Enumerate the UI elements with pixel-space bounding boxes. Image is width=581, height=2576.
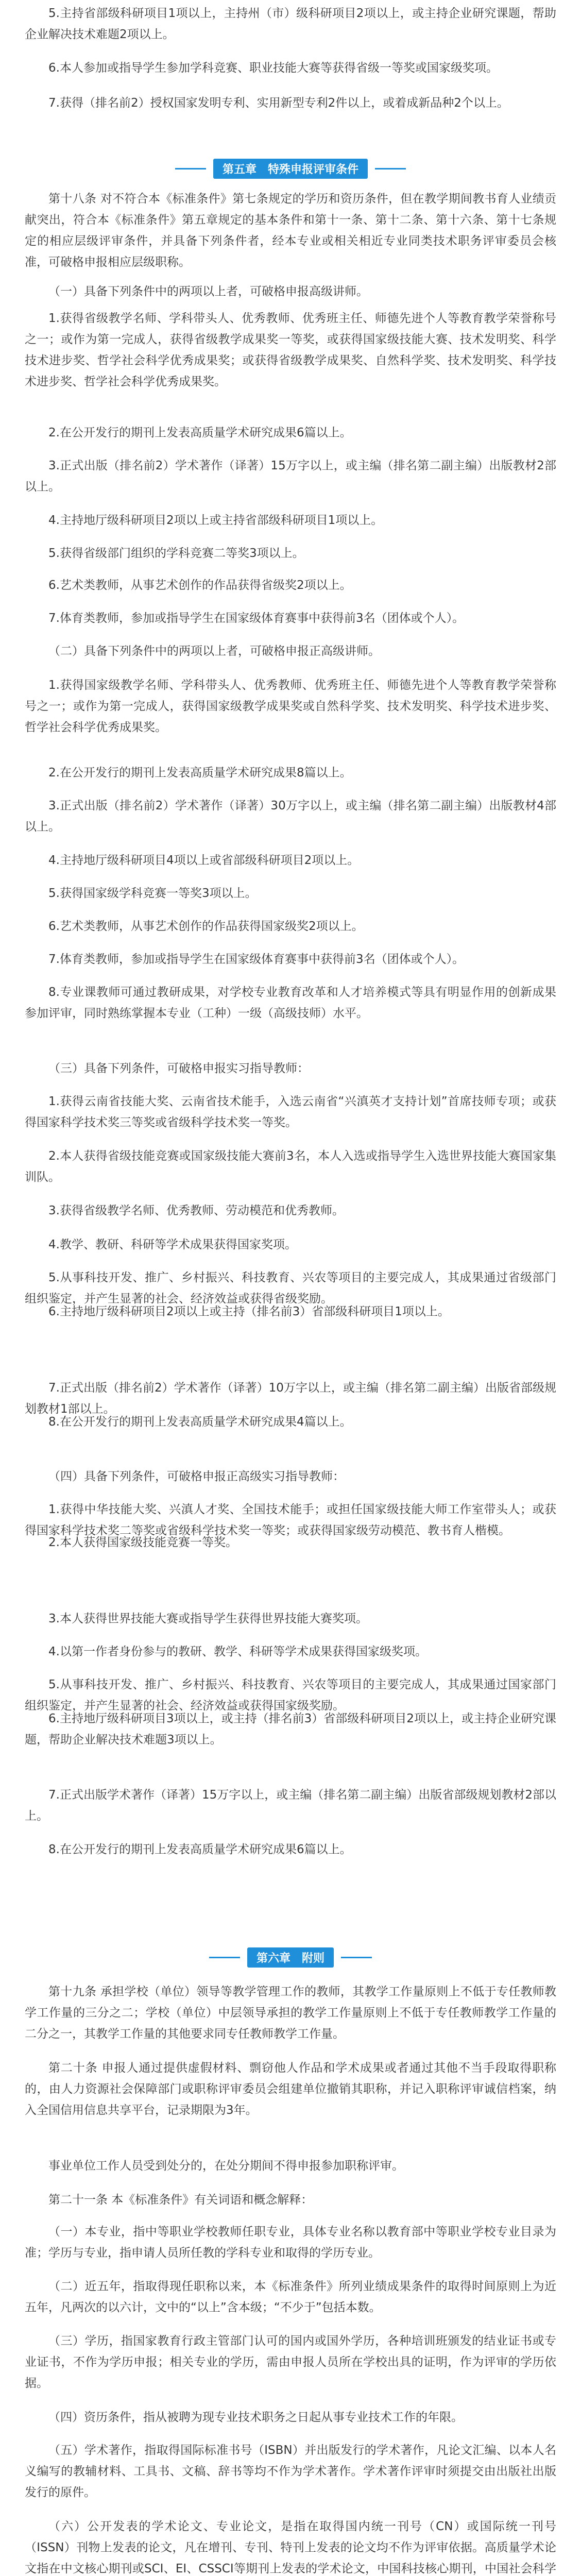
intro-item: 6.本人参加或指导学生参加学科竞赛、职业技能大赛等获得省级一等奖或国家级奖项。 [48, 61, 498, 75]
heading-right-rule [341, 1957, 372, 1958]
intro-item: 7.获得（排名前2）授权国家发明专利、实用新型专利2件以上，或着成新品种2个以上。 [48, 96, 509, 110]
list-item: （二）具备下列条件中的两项以上者，可破格申报正高级讲师。 [48, 645, 380, 658]
list-item: 6.主持地厅级科研项目3项以上，或主持（排名前3）省部级科研项目2项以上，或主持企业研究课题，帮助企业解决技术难题3项以上。 [25, 1712, 556, 1747]
article-paragraph: 第二十条 申报人通过提供虚假材料、剽窃他人作品和学术成果或者通过其他不当手段取得职称的，由人力资源社会保障部门或职称评审委员会组建单位撤销其职称，并记入职称评审诚信档案，纳入全国信用信息共享平台，记录期限为3年。 [25, 2061, 556, 2117]
list-item: 5.获得国家级学科竞赛一等奖3项以上。 [48, 887, 257, 900]
list-item: 3.正式出版（排名前2）学术著作（译著）15万字以上，或主编（排名第二副主编）出版教材2部以上。 [25, 459, 556, 494]
list-item: 8.专业课教师可通过教研成果，对学校专业教育改革和人才培养模式等具有明显作用的创新成果参加评审，同时熟练掌握本专业（工种）一级（高级技师）水平。 [25, 986, 556, 1020]
list-item: 6.主持地厅级科研项目2项以上或主持（排名前3）省部级科研项目1项以上。 [48, 1305, 450, 1318]
list-item: 5.获得省级部门组织的学科竞赛二等奖3项以上。 [48, 547, 304, 560]
list-item: 4.主持地厅级科研项目4项以上或省部级科研项目2项以上。 [48, 854, 360, 867]
list-item: 1.获得省级教学名师、学科带头人、优秀教师、优秀班主任、师德先进个人等教育教学荣誉称号之一；或作为第一完成人，获得省级教学成果奖一等奖，或获得国家级技能大赛、技术发明奖、科学技术进步奖、哲学社会科学优秀成果奖；或获得省级教学成果奖、自然科学奖、技术发明奖、科学技术进步奖、哲学社会科学优秀成果奖。 [25, 312, 556, 388]
list-item: 8.在公开发行的期刊上发表高质量学术研究成果4篇以上。 [48, 1415, 352, 1429]
article-paragraph: （五）学术著作，指取得国际标准书号（ISBN）并出版发行的学术著作，凡论文汇编、以本人名义编写的教辅材料、工具书、文稿、辞书等均不作为学术著作。学术著作评审时须提交由出版社出版发行的原件。 [25, 2444, 556, 2499]
list-item: 6.艺术类教师，从事艺术创作的作品获得国家级奖2项以上。 [48, 920, 364, 933]
list-item: 1.获得云南省技能大奖、云南省技术能手，入选云南省“兴滇英才支持计划”首席技师专项；或获得国家科学技术奖三等奖或省级科学技术奖一等奖。 [25, 1095, 556, 1129]
list-item: 3.正式出版（排名前2）学术著作（译著）30万字以上，或主编（排名第二副主编）出版教材4部以上。 [25, 799, 556, 834]
section-5-title: 第五章 特殊申报评审条件 [213, 159, 368, 179]
article-paragraph: （二）近五年，指取得现任职称以来，本《标准条件》所列业绩成果条件的取得时间原则上为近五年，凡两次的以六计，文中的“以上”含本级；“不少于”包括本数。 [25, 2280, 556, 2314]
list-item: 1.获得中华技能大奖、兴滇人才奖、全国技术能手；或担任国家级技能大师工作室带头人；或获得国家科学技术奖二等奖或省级科学技术奖一等奖；或获得国家级劳动模范、教书育人楷模。 [25, 1503, 556, 1537]
list-item: 5.从事科技开发、推广、乡村振兴、科技教育、兴农等项目的主要完成人，其成果通过省级部门组织鉴定，并产生显著的社会、经济效益或获得省级奖励。 [25, 1271, 556, 1306]
list-item: 2.本人获得省级技能竞赛或国家级技能大赛前3名，本人入选或指导学生入选世界技能大赛国家集训队。 [25, 1149, 556, 1184]
article-18: 第十八条 对不符合本《标准条件》第七条规定的学历和资历条件，但在教学期间教书育人业绩贡献突出，符合本《标准条件》第五章规定的基本条件和第十一条、第十二条、第十六条、第十七条规定的相应层级评审条件，并具备下列条件者，经本专业或相关相近专业同类技术职务评审委员会核准，可破格申报相应层级职称。 [25, 192, 556, 269]
list-item: 6.艺术类教师，从事艺术创作的作品获得省级奖2项以上。 [48, 579, 352, 592]
article-paragraph: 事业单位工作人员受到处分的，在处分期间不得申报参加职称评审。 [48, 2159, 404, 2173]
heading-left-rule [209, 1957, 240, 1958]
section-6-title: 第六章 附则 [247, 1947, 334, 1968]
list-item: 3.获得省级教学名师、优秀教师、劳动模范和优秀教师。 [48, 1204, 344, 1217]
list-item: 3.本人获得世界技能大赛或指导学生获得世界技能大赛奖项。 [48, 1612, 368, 1625]
list-item: 4.主持地厅级科研项目2项以上或主持省部级科研项目1项以上。 [48, 514, 383, 527]
article-paragraph: （一）本专业，指中等职业学校教师任职专业，具体专业名称以教育部中等职业学校专业目录为准；学历与专业，指申请人员所任教的学科专业和取得的学历专业。 [25, 2225, 556, 2260]
list-item: （四）具备下列条件，可破格申报正高级实习指导教师： [48, 1470, 345, 1483]
list-item: 7.正式出版学术著作（译著）15万字以上，或主编（排名第二副主编）出版省部级规划教材2部以上。 [25, 1788, 556, 1823]
list-item: （三）具备下列条件，可破格申报实习指导教师： [48, 1062, 309, 1075]
list-item: 4.教学、教研、科研等学术成果获得国家奖项。 [48, 1238, 297, 1251]
article-paragraph: （六）公开发表的学术论文、专业论文，是指在取得国内统一刊号（CN）或国际统一刊号（ISSN）刊物上发表的论文，凡在增刊、专刊、特刊上发表的论文均不作为评审依据。高质量学术论文指在中文核心期刊或SCI、EI、CSSCI等期刊上发表的学术论文，中国科技核心期刊，中国社会科学 [25, 2520, 556, 2575]
list-item: 2.本人获得国家级技能竞赛一等奖。 [48, 1536, 237, 1549]
list-item: 1.获得国家级教学名师、学科带头人、优秀教师、优秀班主任、师德先进个人等教育教学荣誉称号之一；或作为第一完成人，获得国家级教学成果奖或自然科学奖、技术发明奖、科学技术进步奖、哲学社会科学优秀成果奖。 [25, 679, 556, 734]
section-6-heading [0, 1947, 581, 1968]
heading-left-rule [175, 168, 206, 170]
list-item: 7.体育类教师，参加或指导学生在国家级体育赛事中获得前3名（团体或个人）。 [48, 612, 465, 625]
section-5-heading [0, 159, 581, 179]
intro-item: 5.主持省部级科研项目1项以上，主持州（市）级科研项目2项以上，或主持企业研究课题，帮助企业解决技术难题2项以上。 [25, 7, 556, 41]
article-paragraph: 第十九条 承担学校（单位）领导等教学管理工作的教师，其教学工作量原则上不低于专任教师教学工作量的三分之二；学校（单位）中层领导承担的教学工作量原则上不低于专任教师教学工作量的二分之一，其教学工作量的其他要求同专任教师教学工作量。 [25, 1985, 556, 2041]
article-paragraph: （四）资历条件，指从被聘为现专业技术职务之日起从事专业技术工作的年限。 [48, 2411, 463, 2424]
list-item: （一）具备下列条件中的两项以上者，可破格申报高级讲师。 [48, 285, 368, 298]
article-paragraph: （三）学历，指国家教育行政主管部门认可的国内或国外学历，各种培训班颁发的结业证书或专业证书，不作为学历申报；相关专业的学历，需由申报人员所在学校出具的证明，作为评审的学历依据。 [25, 2334, 556, 2390]
list-item: 2.在公开发行的期刊上发表高质量学术研究成果8篇以上。 [48, 766, 352, 779]
list-item: 7.体育类教师，参加或指导学生在国家级体育赛事中获得前3名（团体或个人）。 [48, 953, 465, 966]
list-item: 5.从事科技开发、推广、乡村振兴、科技教育、兴农等项目的主要完成人，其成果通过国家部门组织鉴定，并产生显著的社会、经济效益或获得国家级奖励。 [25, 1678, 556, 1713]
list-item: 2.在公开发行的期刊上发表高质量学术研究成果6篇以上。 [48, 426, 352, 439]
list-item: 7.正式出版（排名前2）学术著作（译著）10万字以上，或主编（排名第二副主编）出版省部级规划教材1部以上。 [25, 1381, 556, 1416]
heading-right-rule [375, 168, 406, 170]
article-paragraph: 第二十一条 本《标准条件》有关词语和概念解释： [48, 2193, 313, 2207]
list-item: 4.以第一作者身份参与的教研、教学、科研等学术成果获得国家级奖项。 [48, 1645, 427, 1658]
list-item: 8.在公开发行的期刊上发表高质量学术研究成果6篇以上。 [48, 1843, 352, 1856]
